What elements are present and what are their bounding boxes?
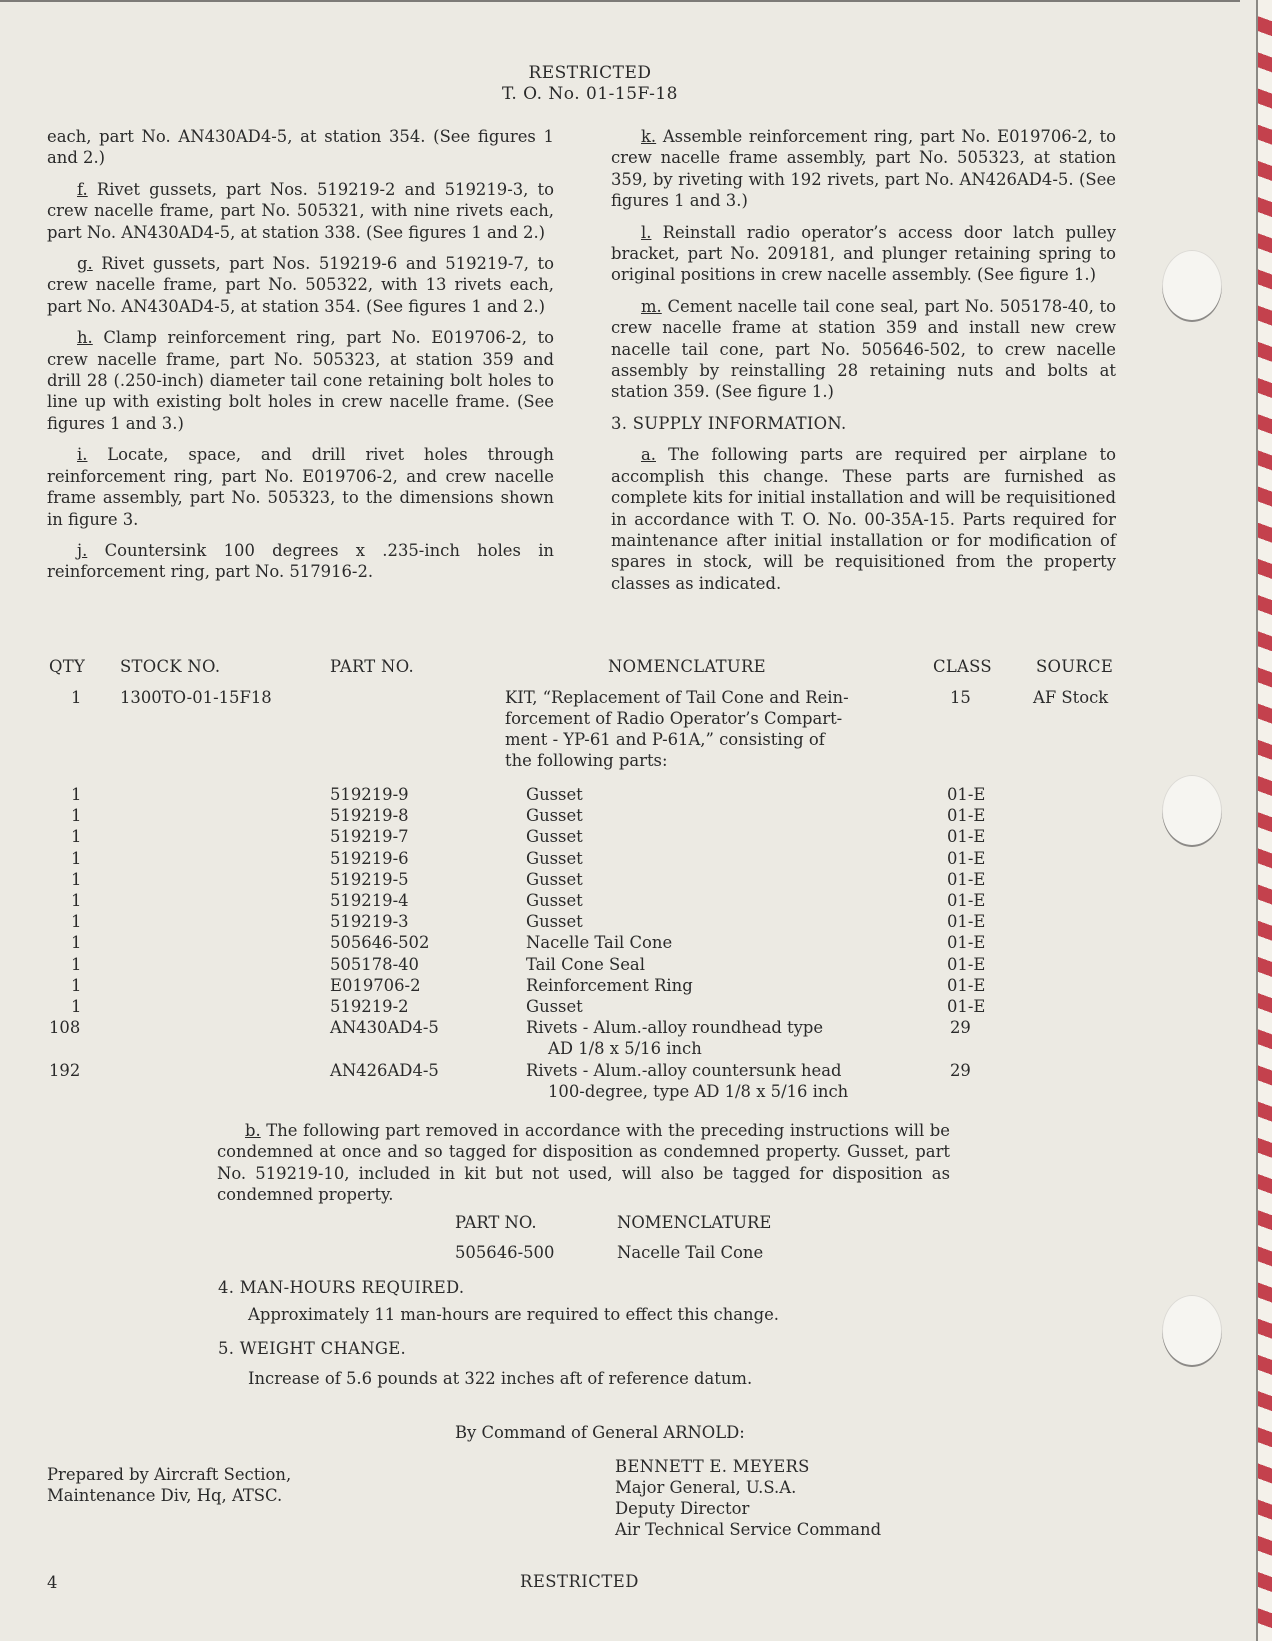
page-top-edge — [0, 0, 1240, 2]
row-class: 01-E — [947, 912, 986, 932]
prepared-by-line-1: Prepared by Aircraft Section, — [47, 1465, 292, 1484]
row-nomenclature: Nacelle Tail Cone — [526, 933, 673, 953]
row-qty: 1 — [71, 827, 82, 847]
row-nomenclature: Reinforcement Ring — [526, 975, 693, 995]
row-qty: 1 — [71, 975, 82, 995]
signature-organization: Air Technical Service Command — [615, 1520, 882, 1539]
row-qty: 1 — [71, 869, 82, 889]
removed-nomenclature: Nacelle Tail Cone — [617, 1243, 764, 1262]
kit-nomenclature-line-3: ment - YP-61 and P-61A,” consisting of — [505, 730, 825, 749]
row-nomenclature: Gusset — [526, 827, 583, 847]
kit-nomenclature-line-1: KIT, “Replacement of Tail Cone and Rein- — [505, 688, 849, 707]
row-part-no: 519219-7 — [330, 827, 409, 847]
row-part-no: E019706-2 — [330, 975, 421, 995]
row-part-no: 505646-502 — [330, 933, 430, 953]
footer-classification: RESTRICTED — [520, 1572, 639, 1591]
command-line: By Command of General ARNOLD: — [455, 1423, 745, 1442]
row-nomenclature: AD 1/8 x 5/16 inch — [548, 1039, 702, 1059]
left-paragraph-j: j. Countersink 100 degrees x .235-inch holes in reinforcement ring, part No. 517916-2. — [47, 540, 554, 582]
left-paragraph-e-continued: each, part No. AN430AD4-5, at station 354. (See figures 1 and 2.) — [47, 127, 554, 168]
right-paragraph-l: l. Reinstall radio operator’s access door latch pulley bracket, part No. 209181, and plunger retaining spring to original positions in crew nacelle assembly. (See figure 1.) — [611, 222, 1116, 285]
row-part-no: 519219-8 — [330, 806, 409, 826]
row-nomenclature: Gusset — [526, 848, 583, 868]
left-paragraph-i: i. Locate, space, and drill rivet holes through reinforcement ring, part No. E019706-2, and crew nacelle frame assembly, part No. 505323, to the dimensions shown in figure 3. — [47, 445, 554, 529]
row-nomenclature: Gusset — [526, 785, 583, 804]
row-nomenclature: Rivets - Alum.-alloy roundhead type — [526, 1018, 824, 1038]
row-class: 29 — [950, 1018, 971, 1038]
col-header-class: CLASS — [933, 657, 992, 676]
row-class: 29 — [950, 1060, 971, 1080]
row-part-no: 519219-9 — [330, 785, 409, 804]
row-part-no: AN426AD4-5 — [330, 1060, 439, 1080]
section-5-text: Increase of 5.6 pounds at 322 inches aft of reference datum. — [248, 1369, 753, 1388]
section-3a-paragraph: a. The following parts are required per airplane to accomplish this change. These parts are furnished as complete kits for initial installation and will be requisitioned in accordance with T. O. No. 00-35A-15. Parts required for maintenance after initial installation or for modification of spares in stock, will be requisitioned from the property classes as indicated. — [611, 445, 1116, 593]
kit-class: 15 — [950, 688, 971, 707]
section-3b-paragraph: b. The following part removed in accordance with the preceding instructions will be condemned at once and so tagged for disposition as condemned property. Gusset, part No. 519219-10, included in kit but not used, will also be tagged for disposition as condemned property. — [217, 1121, 950, 1205]
col-header-nomenclature: NOMENCLATURE — [608, 657, 766, 676]
row-nomenclature: Gusset — [526, 891, 583, 910]
left-paragraph-f: f. Rivet gussets, part Nos. 519219-2 and 519219-3, to crew nacelle frame, part No. 505321, with nine rivets each, part No. AN430AD4-5, at station 338. (See figures 1 and 2.) — [47, 179, 554, 242]
row-part-no: 505178-40 — [330, 954, 419, 974]
row-part-no: AN430AD4-5 — [330, 1018, 439, 1038]
row-class: 01-E — [947, 806, 986, 826]
row-class: 01-E — [947, 869, 986, 889]
section-4-text: Approximately 11 man-hours are required to effect this change. — [248, 1305, 779, 1324]
row-qty: 1 — [71, 912, 82, 932]
row-class: 01-E — [947, 785, 986, 804]
row-qty: 1 — [71, 785, 82, 804]
kit-qty: 1 — [71, 688, 82, 707]
header-classification: RESTRICTED — [528, 63, 652, 83]
row-class: 01-E — [947, 997, 986, 1016]
footer-page-number: 4 — [47, 1573, 58, 1592]
col-header-stock-no: STOCK NO. — [120, 657, 221, 676]
row-nomenclature: 100-degree, type AD 1/8 x 5/16 inch — [548, 1081, 849, 1101]
row-qty: 1 — [71, 997, 82, 1016]
prepared-by-line-2: Maintenance Div, Hq, ATSC. — [47, 1486, 283, 1505]
row-class: 01-E — [947, 827, 986, 847]
kit-nomenclature-line-4: the following parts: — [505, 751, 668, 770]
row-class: 01-E — [947, 954, 986, 974]
row-nomenclature: Gusset — [526, 997, 583, 1016]
section-3-heading: 3. SUPPLY INFORMATION. — [611, 413, 847, 433]
row-qty: 1 — [71, 891, 82, 910]
row-nomenclature: Rivets - Alum.-alloy countersunk head — [526, 1060, 842, 1080]
row-class: 01-E — [947, 891, 986, 910]
left-column — [47, 126, 554, 593]
row-qty: 108 — [49, 1018, 81, 1038]
row-class: 01-E — [947, 975, 986, 995]
row-part-no: 519219-5 — [330, 869, 409, 889]
left-paragraph-g: g. Rivet gussets, part Nos. 519219-6 and 519219-7, to crew nacelle frame, part No. 505322, with 13 rivets each, part No. AN430AD4-5, at station 354. (See figures 1 and 2.) — [47, 254, 554, 316]
row-part-no: 519219-3 — [330, 912, 409, 932]
row-qty: 1 — [71, 848, 82, 868]
signature-rank: Major General, U.S.A. — [615, 1478, 797, 1497]
header-to-number: T. O. No. 01-15F-18 — [502, 84, 678, 104]
row-qty: 1 — [71, 806, 82, 826]
binder-hole-middle — [1162, 775, 1222, 847]
right-column — [611, 126, 1116, 604]
row-nomenclature: Gusset — [526, 912, 583, 932]
kit-source: AF Stock — [1033, 688, 1109, 707]
row-nomenclature: Tail Cone Seal — [526, 954, 645, 974]
col-header-source: SOURCE — [1036, 657, 1114, 676]
col-header-qty: QTY — [49, 657, 86, 676]
row-class: 01-E — [947, 933, 986, 953]
removed-part-no: 505646-500 — [455, 1243, 555, 1262]
section-4-heading: 4. MAN-HOURS REQUIRED. — [218, 1278, 465, 1297]
row-part-no: 519219-4 — [330, 891, 409, 910]
binder-hole-top — [1162, 250, 1222, 322]
row-nomenclature: Gusset — [526, 806, 583, 826]
col-header-part-no: PART NO. — [330, 657, 414, 676]
signature-name: BENNETT E. MEYERS — [615, 1457, 810, 1476]
row-part-no: 519219-2 — [330, 997, 409, 1016]
row-qty: 1 — [71, 954, 82, 974]
left-paragraph-h: h. Clamp reinforcement ring, part No. E019706-2, to crew nacelle frame, part No. 505323, at station 359 and drill 28 (.250-inch) diameter tail cone retaining bolt holes to line up with existing bolt holes in crew nacelle frame. (See figures 1 and 3.) — [47, 328, 554, 433]
signature-title: Deputy Director — [615, 1499, 750, 1518]
kit-nomenclature-line-2: forcement of Radio Operator’s Compart- — [505, 709, 843, 728]
right-paragraph-k: k. Assemble reinforcement ring, part No. E019706-2, to crew nacelle frame assembly, part No. 505323, at station 359, by riveting with 192 rivets, part No. AN426AD4-5. (See figures 1 and 3.) — [611, 127, 1116, 211]
right-paragraph-m: m. Cement nacelle tail cone seal, part No. 505178-40, to crew nacelle frame at station 359 and install new crew nacelle tail cone, part No. 505646-502, to crew nacelle assembly by reinstalling 28 retaining nuts and bolts at station 359. (See figure 1.) — [611, 296, 1116, 402]
kit-stock-no: 1300TO-01-15F18 — [120, 688, 272, 707]
removed-col-header-part-no: PART NO. — [455, 1213, 537, 1232]
row-qty: 1 — [71, 933, 82, 953]
row-qty: 192 — [49, 1060, 81, 1080]
section-5-heading: 5. WEIGHT CHANGE. — [218, 1339, 407, 1358]
removed-col-header-nomenclature: NOMENCLATURE — [617, 1213, 772, 1232]
red-margin-stripe — [1258, 0, 1272, 1641]
row-nomenclature: Gusset — [526, 869, 583, 889]
row-class: 01-E — [947, 848, 986, 868]
row-part-no: 519219-6 — [330, 848, 409, 868]
binder-hole-bottom — [1162, 1295, 1222, 1367]
